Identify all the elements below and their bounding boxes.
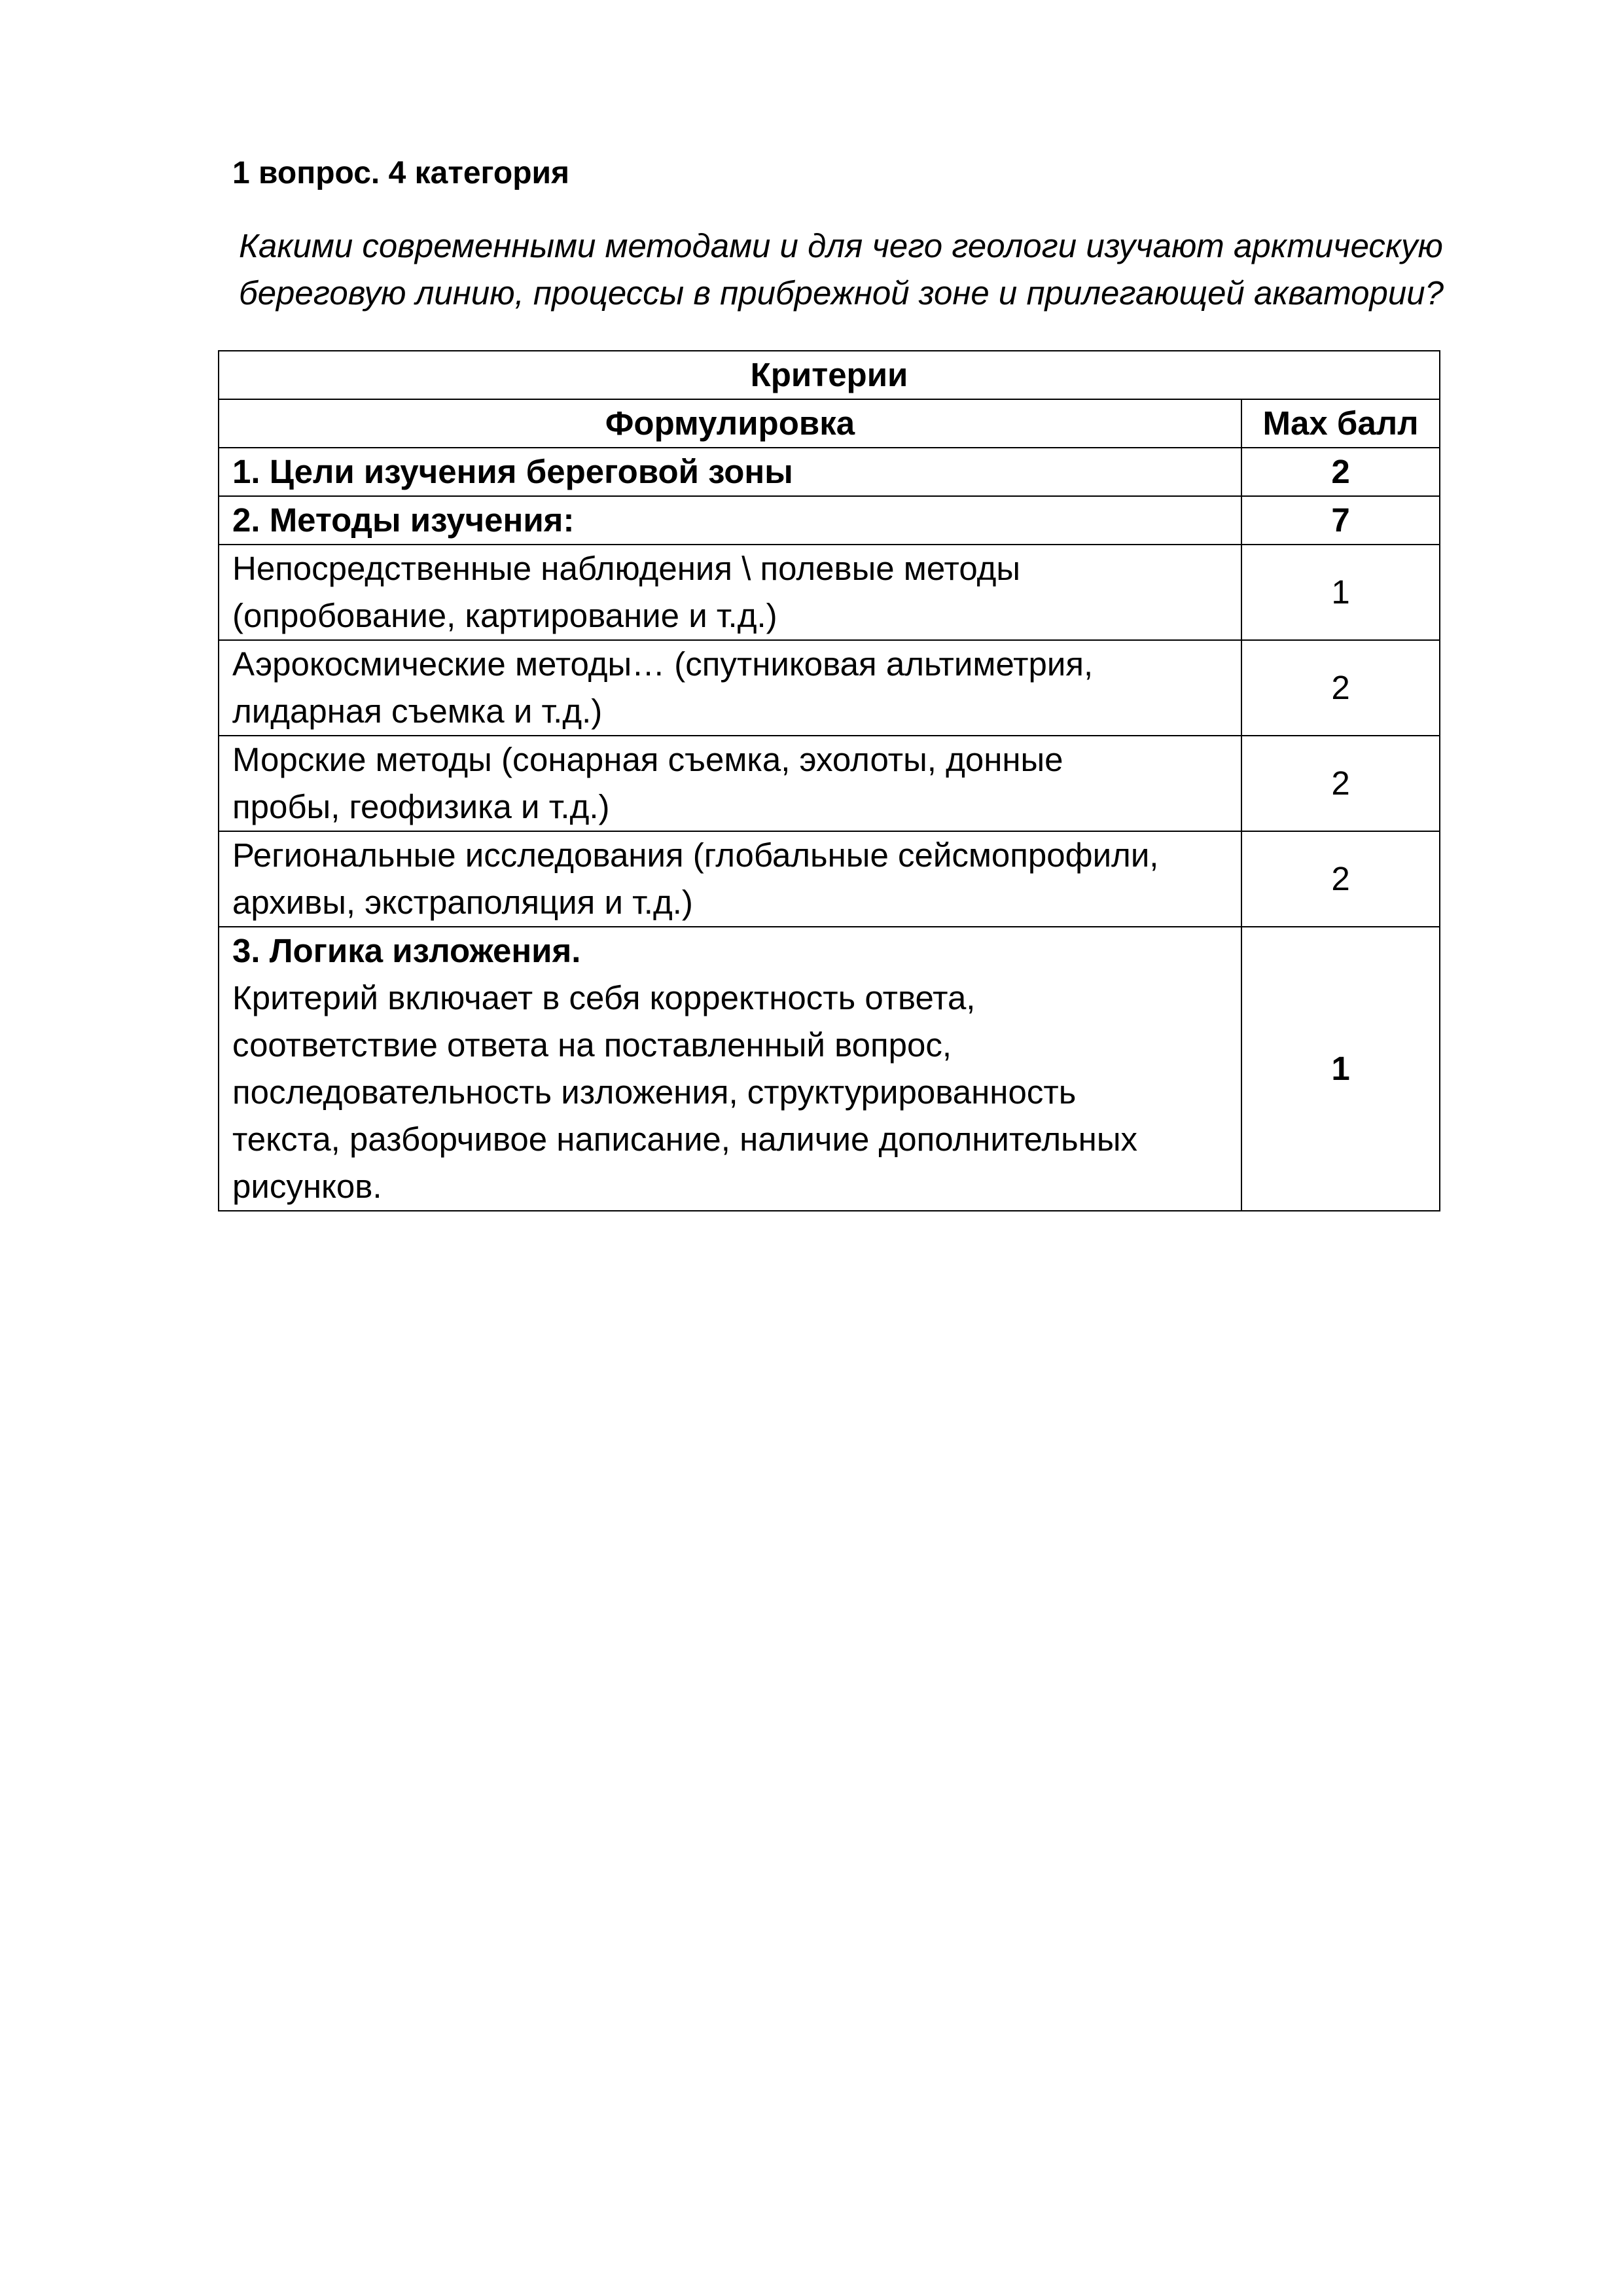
table-title-row (219, 351, 1440, 399)
criterion-line: лидарная съемка и т.д.) (232, 692, 603, 730)
table-row (219, 640, 1440, 736)
criterion-line: последовательность изложения, структурированность (232, 1073, 1077, 1111)
criterion-line: рисунков. (232, 1168, 382, 1205)
criterion-score: 1 (1241, 545, 1440, 640)
table-row (219, 545, 1440, 640)
table-row (219, 831, 1440, 927)
column-header-score: Max балл (1241, 399, 1440, 448)
criterion-line: архивы, экстраполяция и т.д.) (232, 884, 693, 921)
criterion-score: 7 (1241, 496, 1440, 545)
criterion-line: 2. Методы изучения: (232, 501, 575, 539)
criterion-line: Морские методы (сонарная съемка, эхолоты, донные (232, 741, 1063, 778)
table-row (219, 448, 1440, 496)
column-header-text: Формулировка (219, 399, 1241, 448)
table-row (219, 496, 1440, 545)
table-row (219, 736, 1440, 831)
table-title: Критерии (219, 351, 1440, 399)
question-heading: 1 вопрос. 4 категория (232, 156, 570, 190)
criterion-text (219, 640, 1241, 736)
criterion-line: Аэрокосмические методы… (спутниковая альтиметрия, (232, 645, 1094, 683)
criterion-line: пробы, геофизика и т.д.) (232, 788, 610, 825)
table-row (219, 927, 1440, 1211)
question-text (239, 223, 1535, 317)
criterion-text (219, 448, 1241, 496)
criterion-text (219, 927, 1241, 1211)
criterion-line: Критерий включает в себя корректность ответа, (232, 979, 976, 1016)
criterion-line: (опробование, картирование и т.д.) (232, 597, 777, 634)
criterion-score: 2 (1241, 736, 1440, 831)
criterion-score: 2 (1241, 831, 1440, 927)
criterion-text (219, 831, 1241, 927)
criterion-title: 3. Логика изложения. (232, 932, 581, 969)
criterion-line: текста, разборчивое написание, наличие дополнительных (232, 1121, 1138, 1158)
criteria-table (218, 350, 1440, 1211)
criterion-text (219, 496, 1241, 545)
criterion-score: 2 (1241, 448, 1440, 496)
criterion-text (219, 736, 1241, 831)
criterion-line: Непосредственные наблюдения \ полевые методы (232, 550, 1020, 587)
criterion-line: Региональные исследования (глобальные сейсмопрофили, (232, 836, 1159, 874)
question-line: береговую линию, процессы в прибрежной зоне и прилегающей акватории? (239, 274, 1444, 312)
question-line: Какими современными методами и для чего геологи изучают арктическую (239, 227, 1443, 264)
criterion-line: 1. Цели изучения береговой зоны (232, 453, 793, 490)
criterion-text (219, 545, 1241, 640)
criterion-line: соответствие ответа на поставленный вопрос, (232, 1026, 952, 1064)
table-header-row (219, 399, 1440, 448)
criterion-score: 2 (1241, 640, 1440, 736)
criterion-score: 1 (1241, 927, 1440, 1211)
